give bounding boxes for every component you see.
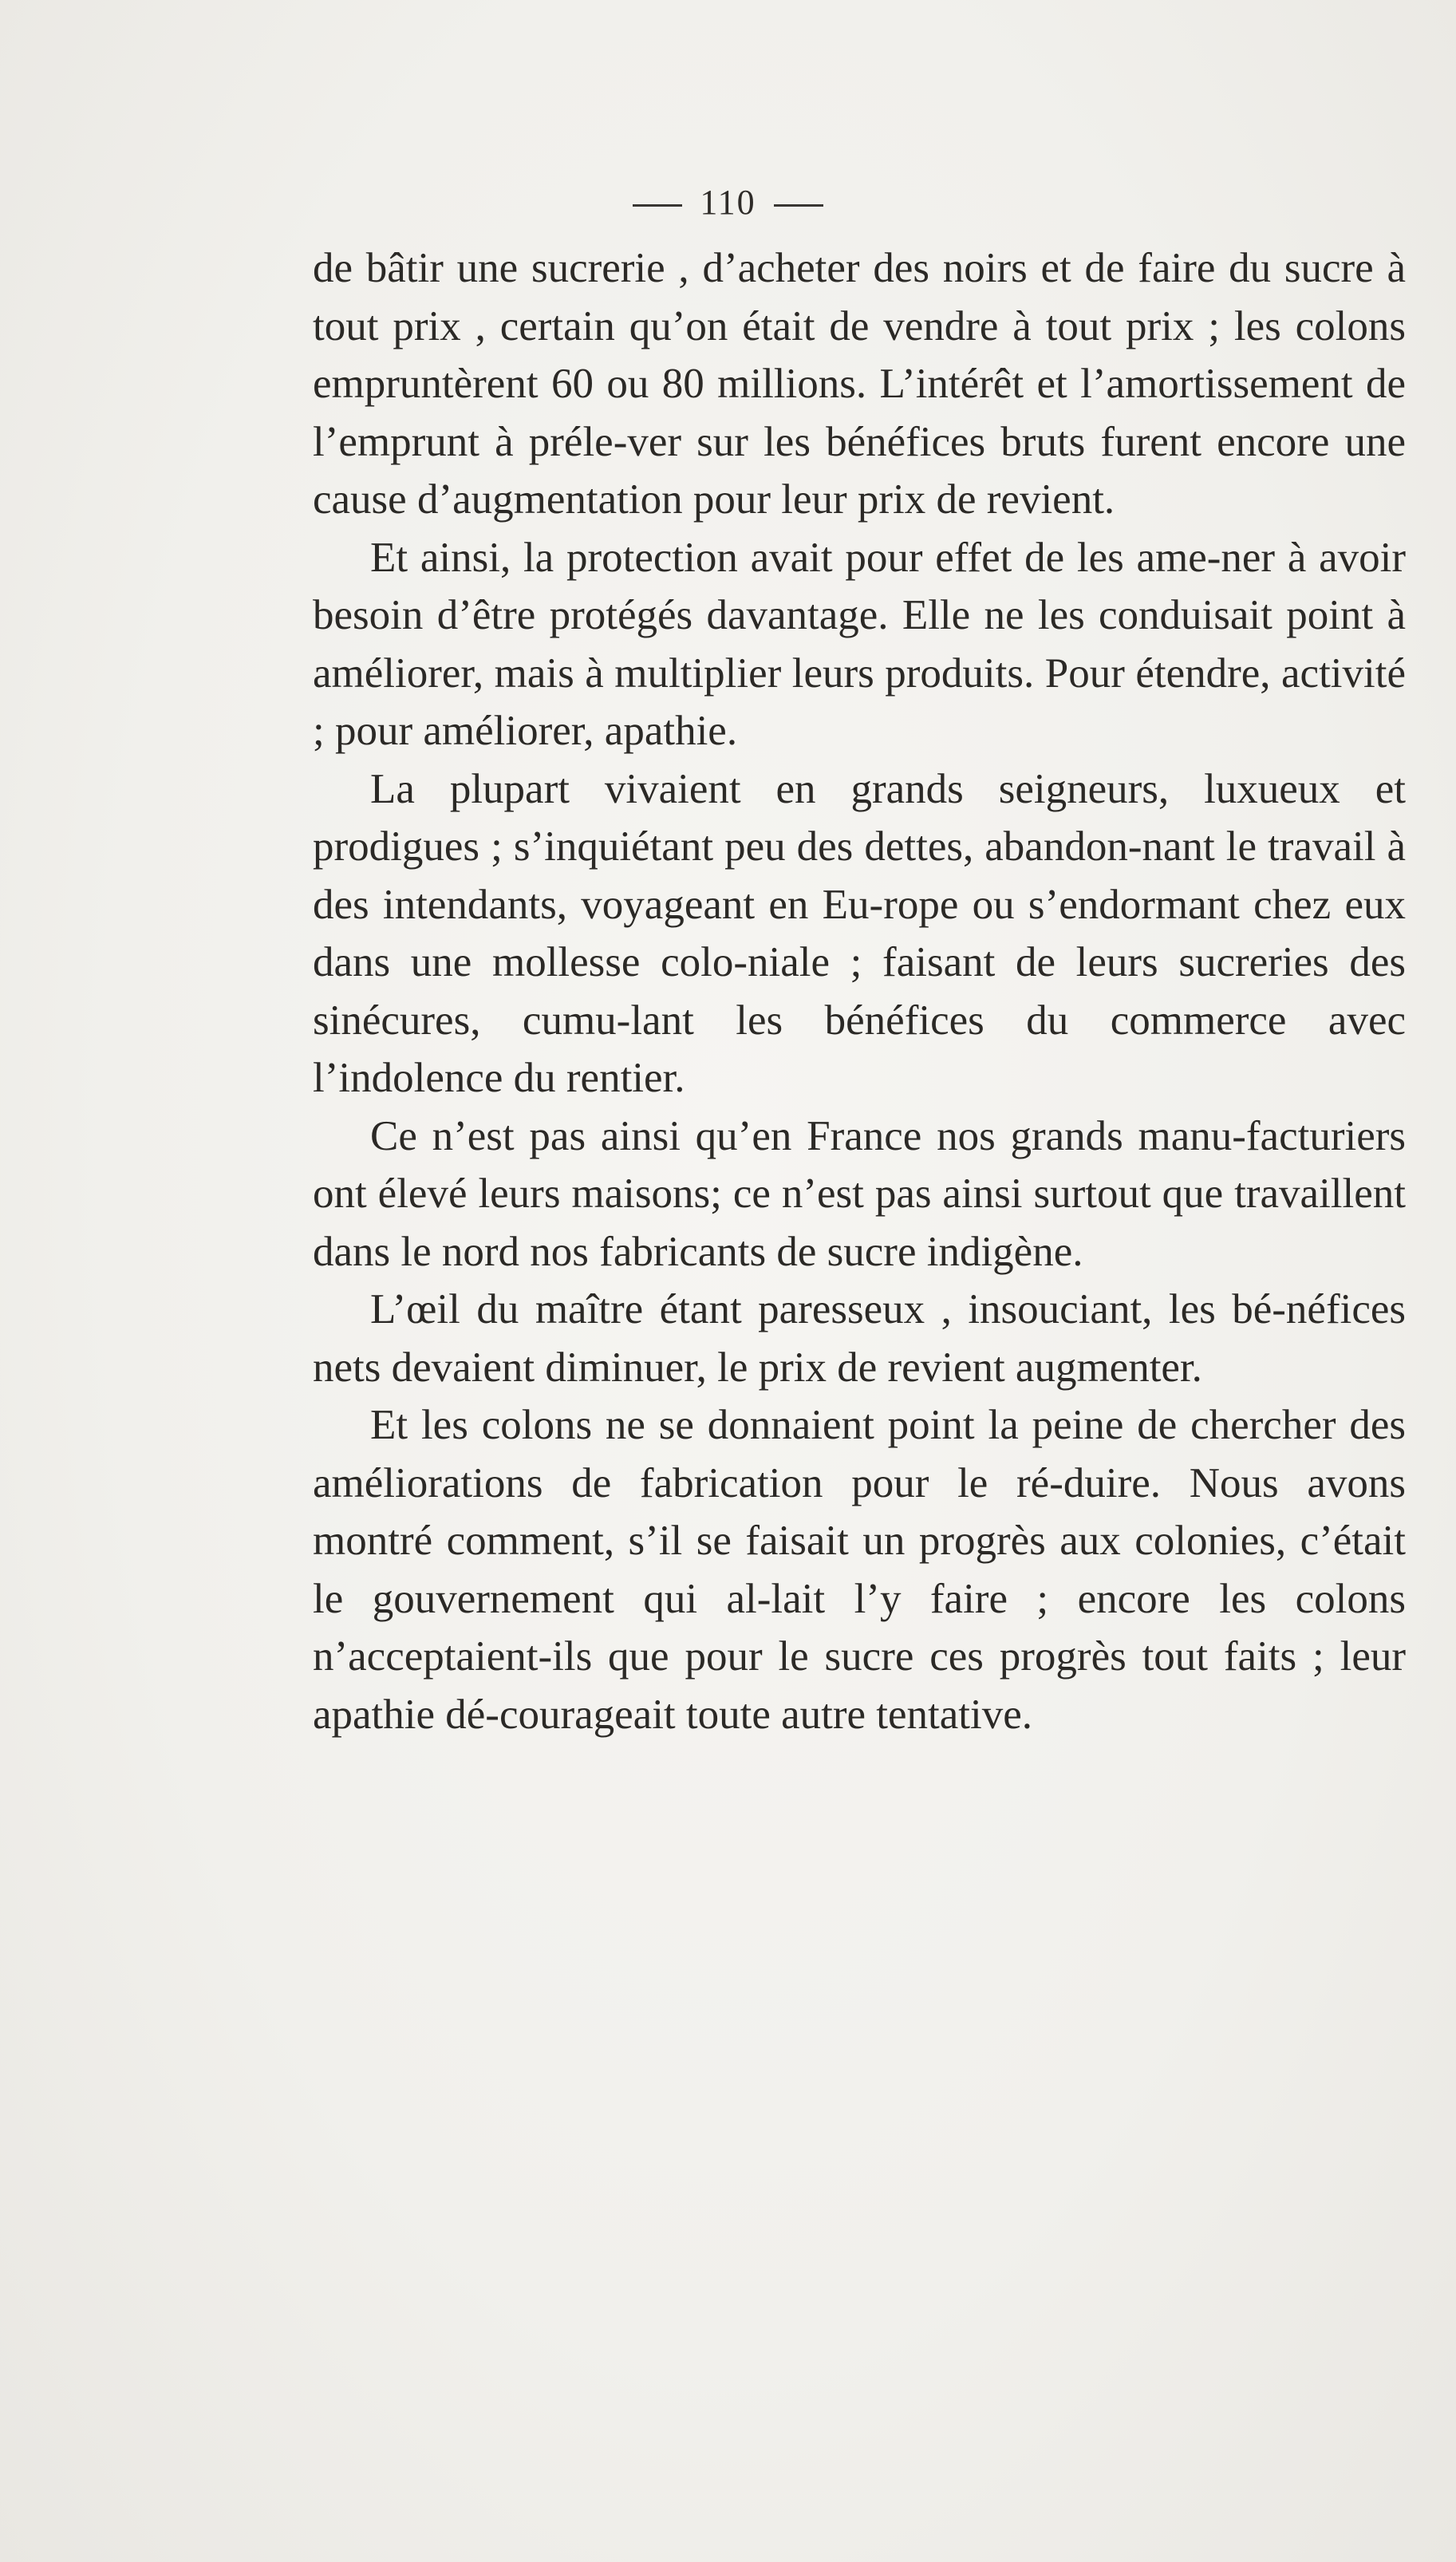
paragraph-3: La plupart vivaient en grands seigneurs, luxueux et prodigues ; s’inquiétant peu des dettes, abandon-nant le travail à des intendants, voyageant en Eu-rope ou s’endormant chez eux dans une mollesse colo-niale ; faisant de leurs sucreries des sinécures, cumu-lant les bénéfices du commerce avec l’indolence du rentier. (313, 765, 1406, 1101)
body-text (313, 239, 1406, 1743)
paragraph-5: L’œil du maître étant paresseux , insouciant, les bé-néfices nets devaient diminuer, le prix de revient augmenter. (313, 1286, 1406, 1391)
page-number-right-dash (774, 204, 823, 207)
paragraph-6: Et les colons ne se donnaient point la peine de chercher des améliorations de fabrication pour le ré-duire. Nous avons montré comment, s’il se faisait un progrès aux colonies, c’était le gouvernement qui al-lait l’y faire ; encore les colons n’acceptaient-ils que pour le sucre ces progrès tout faits ; leur apathie dé-courageait toute autre tentative. (313, 1402, 1406, 1738)
paragraph-2: Et ainsi, la protection avait pour effet de les ame-ner à avoir besoin d’être protégés davantage. Elle ne les conduisait point à améliorer, mais à multiplier leurs produits. Pour étendre, activité ; pour améliorer, apathie. (313, 534, 1406, 754)
paragraph-1: de bâtir une sucrerie , d’acheter des noirs et de faire du sucre à tout prix , certain qu’on était de vendre à tout prix ; les colons empruntèrent 60 ou 80 millions. L’intérêt et l’amortissement de l’emprunt à préle-ver sur les bénéfices bruts furent encore une cause d’augmentation pour leur prix de revient. (313, 245, 1406, 523)
page-number-text: 110 (700, 183, 756, 222)
paragraph-4: Ce n’est pas ainsi qu’en France nos grands manu-facturiers ont élevé leurs maisons; ce n’est pas ainsi surtout que travaillent dans le nord nos fabricants de sucre indigène. (313, 1112, 1406, 1275)
page-number-left-dash (633, 204, 682, 207)
page-number (0, 182, 1456, 223)
